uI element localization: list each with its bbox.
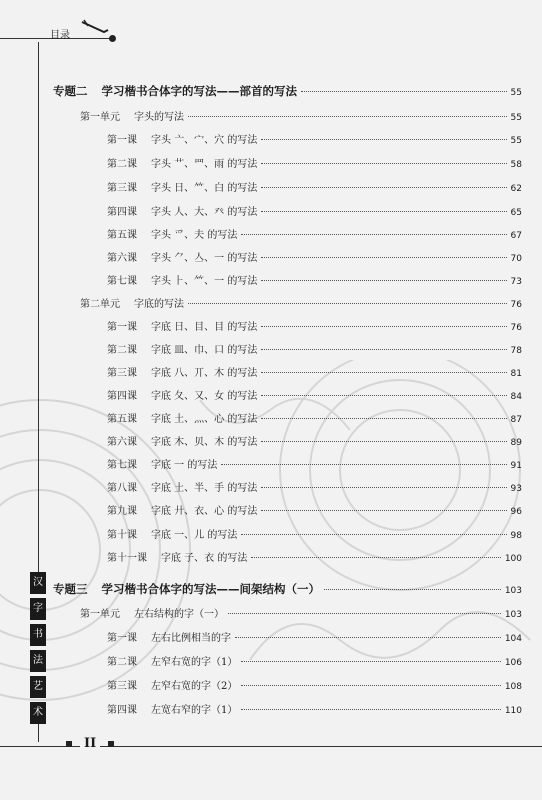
- toc-num: 第一课: [107, 135, 137, 146]
- leader-dots: [261, 395, 506, 396]
- toc-num: 第三课: [107, 183, 137, 194]
- leader-dots: [188, 116, 507, 117]
- toc-lesson[interactable]: [107, 433, 522, 448]
- toc-title: 字头 亠、宀、穴 的写法: [151, 135, 258, 146]
- header-dot: [109, 35, 116, 42]
- toc-lesson[interactable]: [107, 341, 522, 356]
- leader-dots: [261, 280, 506, 281]
- toc-num: 第二课: [107, 345, 137, 356]
- toc-title: 字底 木、贝、木 的写法: [151, 437, 258, 448]
- toc-title: 学习楷书合体字的写法——间架结构（一）: [101, 582, 320, 596]
- leader-dots: [241, 534, 506, 535]
- toc-num: 第五课: [107, 414, 137, 425]
- toc-num: 第二课: [107, 159, 137, 170]
- toc-num: 第一单元: [80, 112, 120, 123]
- toc-lesson[interactable]: [107, 155, 522, 170]
- toc-title: 左窄右宽的字（2）: [151, 681, 238, 692]
- toc-page-number: 70: [510, 254, 522, 264]
- toc-title: 左右比例相当的字: [151, 633, 231, 644]
- toc-page-number: 55: [510, 113, 522, 123]
- toc-num: 第四课: [107, 207, 137, 218]
- toc-title: 字头 人、大、癶 的写法: [151, 207, 258, 218]
- toc-lesson[interactable]: [107, 179, 522, 194]
- toc-page-number: 55: [510, 88, 522, 98]
- toc-num: 第六课: [107, 437, 137, 448]
- toc-page-number: 73: [510, 277, 522, 287]
- toc-title: 字底 日、目、目 的写法: [151, 322, 258, 333]
- toc-page-number: 96: [510, 507, 522, 517]
- toc-title: 字头 ⺊、⺮、一 的写法: [151, 276, 258, 287]
- toc-num: 第七课: [107, 460, 137, 471]
- toc-title: 字底 廾、衣、心 的写法: [151, 506, 258, 517]
- toc-page-number: 103: [504, 610, 522, 620]
- toc-lesson[interactable]: [107, 226, 522, 241]
- toc-page-number: 93: [510, 484, 522, 494]
- toc-lesson[interactable]: [107, 526, 522, 541]
- toc-title: 字头的写法: [134, 112, 184, 123]
- toc-num: 第四课: [107, 705, 137, 716]
- toc-num: 第四课: [107, 391, 137, 402]
- toc-lesson[interactable]: [107, 701, 522, 716]
- toc-title: 学习楷书合体字的写法——部首的写法: [101, 84, 297, 98]
- leader-dots: [261, 418, 506, 419]
- side-tag: [30, 572, 46, 728]
- leader-dots: [241, 661, 500, 662]
- toc-lesson[interactable]: [107, 456, 522, 471]
- side-tag-char: 汉: [30, 572, 46, 594]
- side-tag-char: 术: [30, 702, 46, 724]
- toc-page-number: 62: [510, 184, 522, 194]
- toc-lesson[interactable]: [107, 131, 522, 146]
- toc-num: 第八课: [107, 483, 137, 494]
- toc-page-number: 65: [510, 208, 522, 218]
- toc-num: 专题三: [53, 582, 88, 596]
- toc-page-number: 55: [510, 136, 522, 146]
- toc-page-number: 58: [510, 160, 522, 170]
- toc-page-number: 78: [510, 346, 522, 356]
- toc-num: 第五课: [107, 230, 137, 241]
- toc-title: 字头 艹、罒、雨 的写法: [151, 159, 258, 170]
- leader-dots: [261, 441, 506, 442]
- toc-num: 第六课: [107, 253, 137, 264]
- toc-lesson[interactable]: [107, 318, 522, 333]
- toc-num: 第二单元: [80, 299, 120, 310]
- toc-num: 第十一课: [107, 553, 147, 564]
- toc-lesson[interactable]: [107, 203, 522, 218]
- toc-page-number: 103: [504, 586, 522, 596]
- toc-title: 字底 皿、巾、口 的写法: [151, 345, 258, 356]
- toc-lesson[interactable]: [107, 364, 522, 379]
- toc-page-number: 67: [510, 231, 522, 241]
- leader-dots: [228, 613, 501, 614]
- side-tag-char: 书: [30, 624, 46, 646]
- toc-title: 字底 八、丌、木 的写法: [151, 368, 258, 379]
- toc-page-number: 81: [510, 369, 522, 379]
- leader-dots: [251, 557, 500, 558]
- toc-lesson[interactable]: [107, 653, 522, 668]
- toc-num: 第一单元: [80, 609, 120, 620]
- page-number: II: [80, 736, 100, 751]
- leader-dots: [241, 234, 506, 235]
- header-label: 目录: [50, 30, 70, 41]
- toc-page-number: 100: [504, 554, 522, 564]
- toc-title: 左窄右宽的字（1）: [151, 657, 238, 668]
- toc-title: 字头 日、⺮、白 的写法: [151, 183, 258, 194]
- toc-num: 第一课: [107, 322, 137, 333]
- side-tag-char: 艺: [30, 676, 46, 698]
- toc-num: 第一课: [107, 633, 137, 644]
- side-tag-char: 字: [30, 598, 46, 620]
- toc-page-number: 76: [510, 323, 522, 333]
- toc-lesson[interactable]: [107, 502, 522, 517]
- toc-lesson[interactable]: [107, 629, 522, 644]
- toc-title: 左右结构的字（一）: [134, 609, 224, 620]
- leader-dots: [261, 326, 506, 327]
- toc-title: 字头 爫、夫 的写法: [151, 230, 238, 241]
- side-tag-char: 法: [30, 650, 46, 672]
- toc-lesson[interactable]: [107, 249, 522, 264]
- toc-page-number: 106: [504, 658, 522, 668]
- brush-icon: [80, 18, 110, 36]
- toc-num: 第十课: [107, 530, 137, 541]
- leader-dots: [261, 349, 506, 350]
- toc-num: 第三课: [107, 681, 137, 692]
- toc-title: 字底的写法: [134, 299, 184, 310]
- toc-lesson[interactable]: [107, 549, 522, 564]
- toc-title: 字底 夂、又、女 的写法: [151, 391, 258, 402]
- toc-lesson[interactable]: [107, 677, 522, 692]
- leader-dots: [324, 589, 501, 590]
- toc-num: 专题二: [53, 84, 88, 98]
- leader-dots: [261, 487, 506, 488]
- toc-page-number: 108: [504, 682, 522, 692]
- toc-lesson[interactable]: [107, 387, 522, 402]
- leader-dots: [261, 187, 506, 188]
- toc-page-number: 87: [510, 415, 522, 425]
- toc-page-number: 110: [504, 706, 522, 716]
- toc-title: 字底 子、衣 的写法: [161, 553, 248, 564]
- toc-num: 第二课: [107, 657, 137, 668]
- leader-dots: [261, 211, 506, 212]
- toc-title: 字头 ⺈、亼、一 的写法: [151, 253, 258, 264]
- toc-page-number: 76: [510, 300, 522, 310]
- leader-dots: [301, 91, 507, 92]
- leader-dots: [241, 709, 500, 710]
- toc-num: 第七课: [107, 276, 137, 287]
- toc-topic[interactable]: [53, 581, 522, 597]
- footer-square: [66, 741, 72, 747]
- leader-dots: [261, 257, 506, 258]
- left-rule: [38, 42, 39, 572]
- toc-page-number: 104: [504, 634, 522, 644]
- leader-dots: [241, 685, 500, 686]
- toc-title: 字底 土、灬、心 的写法: [151, 414, 258, 425]
- toc-page-number: 98: [510, 531, 522, 541]
- toc-num: 第九课: [107, 506, 137, 517]
- toc-lesson[interactable]: [107, 272, 522, 287]
- leader-dots: [261, 510, 506, 511]
- toc-topic[interactable]: [53, 83, 522, 99]
- footer-square: [108, 741, 114, 747]
- toc-lesson[interactable]: [107, 479, 522, 494]
- toc-title: 字底 一 的写法: [151, 460, 218, 471]
- leader-dots: [221, 464, 506, 465]
- toc-num: 第三课: [107, 368, 137, 379]
- toc-lesson[interactable]: [107, 410, 522, 425]
- toc-page-number: 89: [510, 438, 522, 448]
- toc-title: 字底 土、半、手 的写法: [151, 483, 258, 494]
- toc-unit[interactable]: [80, 295, 522, 310]
- leader-dots: [261, 139, 506, 140]
- toc-title: 左宽右窄的字（1）: [151, 705, 238, 716]
- leader-dots: [235, 637, 501, 638]
- toc-page-number: 84: [510, 392, 522, 402]
- leader-dots: [261, 372, 506, 373]
- toc-unit[interactable]: [80, 108, 522, 123]
- toc-page-number: 91: [510, 461, 522, 471]
- toc-title: 字底 一、儿 的写法: [151, 530, 238, 541]
- toc-unit[interactable]: [80, 605, 522, 620]
- leader-dots: [188, 303, 507, 304]
- leader-dots: [261, 163, 506, 164]
